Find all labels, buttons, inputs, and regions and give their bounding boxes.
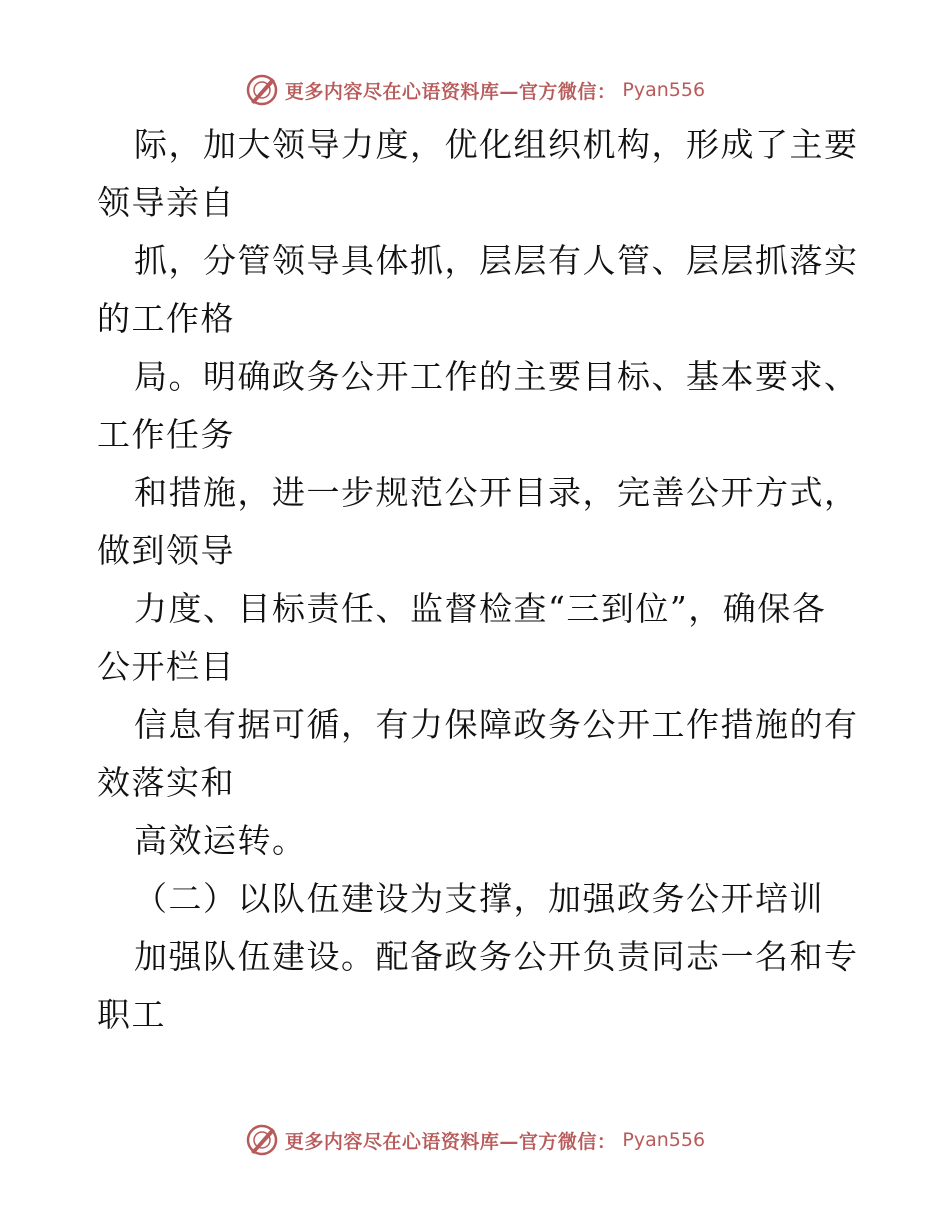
text-line: 抓，分管领导具体抓，层层有人管、层层抓落实 xyxy=(134,241,859,280)
text-line: 的工作格 xyxy=(97,299,235,338)
text-line: 加强队伍建设。配备政务公开负责同志一名和专 xyxy=(134,937,859,976)
text-line: 公开栏目 xyxy=(97,647,235,686)
document-body xyxy=(97,116,857,1044)
text-line: 局。明确政务公开工作的主要目标、基本要求、 xyxy=(134,357,859,396)
footer-watermark xyxy=(0,1120,950,1160)
header-watermark xyxy=(0,70,950,110)
text-line: 力度、目标责任、监督检查“三到位”，确保各 xyxy=(134,589,827,628)
quill-pen-logo-icon xyxy=(245,73,279,107)
quill-pen-logo-icon xyxy=(245,1123,279,1157)
watermark-text: 更多内容尽在心语资料库—官方微信： xyxy=(284,80,617,103)
text-line: 高效运转。 xyxy=(134,821,307,860)
text-line: 信息有据可循，有力保障政务公开工作措施的有 xyxy=(134,705,859,744)
watermark-wechat-id: Pyan556 xyxy=(622,1129,706,1151)
text-line: （二）以队伍建设为支撑，加强政务公开培训 xyxy=(134,879,824,918)
text-line: 职工 xyxy=(97,995,166,1034)
watermark-text: 更多内容尽在心语资料库—官方微信： xyxy=(284,1130,617,1153)
text-line: 和措施，进一步规范公开目录，完善公开方式， xyxy=(134,473,859,512)
text-line: 做到领导 xyxy=(97,531,235,570)
watermark-wechat-id: Pyan556 xyxy=(622,79,706,101)
text-line: 工作任务 xyxy=(97,415,235,454)
text-line: 效落实和 xyxy=(97,763,235,802)
text-line: 领导亲自 xyxy=(97,183,235,222)
text-line: 际，加大领导力度，优化组织机构，形成了主要 xyxy=(134,125,859,164)
